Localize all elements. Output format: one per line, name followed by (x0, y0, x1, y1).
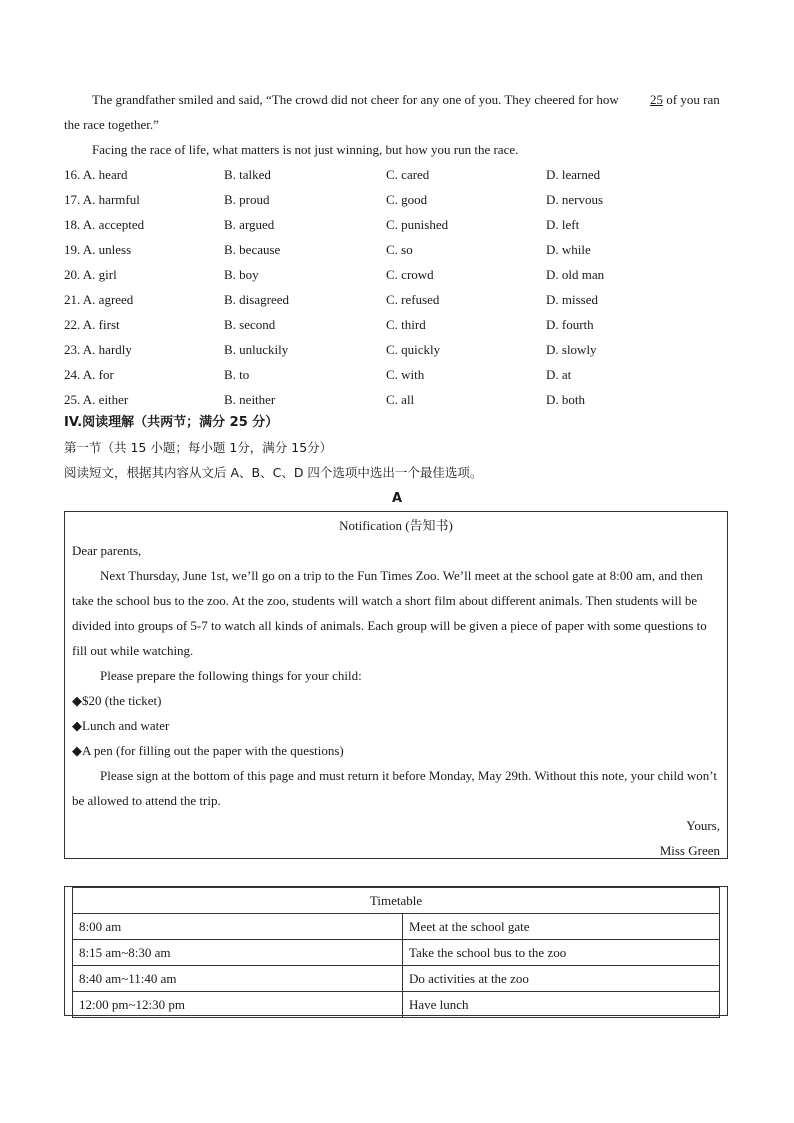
question-row (64, 387, 744, 412)
option-c: C. third (386, 317, 426, 332)
option-b: B. to (224, 367, 250, 382)
option-d: D. fourth (546, 317, 594, 332)
passage-paragraph-2: Facing the race of life, what matters is not just winning, but how you run the race. (92, 142, 519, 157)
option-c: C. all (386, 392, 415, 407)
notification-greeting: Dear parents, (72, 543, 142, 558)
section-subheading: 第一节（共 15 小题；每小题 1分，满分 15分） (64, 440, 333, 455)
section-instructions: 阅读短文，根据其内容从文后 A、B、C、D 四个选项中选出一个最佳选项。 (64, 465, 483, 480)
table-row (73, 966, 720, 992)
question-row (64, 237, 744, 262)
option-d: D. both (546, 392, 585, 407)
option-d: D. at (546, 367, 572, 382)
section-heading: IV.阅读理解（共两节；满分 25 分） (64, 415, 279, 430)
option-a: 22. A. first (64, 317, 120, 332)
option-d: D. while (546, 242, 591, 257)
option-b: B. boy (224, 267, 259, 282)
time-cell: 8:15 am~8:30 am (73, 940, 403, 966)
option-a: 23. A. hardly (64, 342, 132, 357)
option-a: 16. A. heard (64, 167, 128, 182)
question-row (64, 162, 744, 187)
option-c: C. crowd (386, 267, 434, 282)
bullet-item: ◆$20 (the ticket) (72, 693, 162, 708)
bullet-item: ◆A pen (for filling out the paper with the questions) (72, 743, 344, 758)
activity-cell: Meet at the school gate (403, 914, 720, 940)
question-options-list (64, 162, 744, 412)
timetable (72, 887, 720, 1018)
option-b: B. talked (224, 167, 271, 182)
question-row (64, 312, 744, 337)
notification-box (64, 511, 728, 859)
timetable-title: Timetable (73, 888, 720, 914)
option-d: D. missed (546, 292, 598, 307)
notification-body-1: Next Thursday, June 1st, we’ll go on a trip to the Fun Times Zoo. We’ll meet at the school gate at 8:00 am, and then take the school bus to the zoo. At the zoo, students will watch a short film about different animals. Then students will be divided into groups of 5-7 to watch all kinds of animals. Each group will be given a piece of paper with some questions to fill out while watching. (72, 568, 707, 658)
notification-title: Notification (告知书) (339, 518, 453, 533)
passage-paragraph-1 (64, 87, 730, 137)
option-c: C. so (386, 242, 413, 257)
option-b: B. argued (224, 217, 275, 232)
table-row (73, 940, 720, 966)
paragraph-text: The grandfather smiled and said, “The crowd did not cheer for any one of you. They cheered for how (92, 92, 619, 107)
question-row (64, 362, 744, 387)
option-c: C. good (386, 192, 428, 207)
option-b: B. second (224, 317, 276, 332)
question-row (64, 212, 744, 237)
notification-closing: Yours, (686, 818, 720, 833)
option-d: D. left (546, 217, 580, 232)
time-cell: 8:00 am (73, 914, 403, 940)
option-a: 19. A. unless (64, 242, 132, 257)
option-c: C. refused (386, 292, 440, 307)
option-b: B. unluckily (224, 342, 289, 357)
option-d: D. slowly (546, 342, 597, 357)
option-a: 18. A. accepted (64, 217, 145, 232)
notification-body-3: Please sign at the bottom of this page and must return it before Monday, May 29th. Without this note, your child won’t be allowed to attend the trip. (72, 768, 718, 808)
question-row (64, 337, 744, 362)
option-c: C. cared (386, 167, 430, 182)
option-d: D. nervous (546, 192, 604, 207)
option-a: 17. A. harmful (64, 192, 140, 207)
notification-body-2: Please prepare the following things for your child: (100, 668, 362, 683)
table-row (73, 992, 720, 1018)
passage-label: A (391, 491, 403, 506)
timetable-header-row (73, 888, 720, 914)
option-b: B. proud (224, 192, 270, 207)
option-d: D. old man (546, 267, 605, 282)
activity-cell: Do activities at the zoo (403, 966, 720, 992)
option-c: C. quickly (386, 342, 441, 357)
activity-cell: Take the school bus to the zoo (403, 940, 720, 966)
time-cell: 12:00 pm~12:30 pm (73, 992, 403, 1018)
option-b: B. disagreed (224, 292, 289, 307)
option-b: B. neither (224, 392, 276, 407)
option-a: 24. A. for (64, 367, 114, 382)
blank-25: 25 (650, 92, 664, 107)
question-row (64, 262, 744, 287)
option-b: B. because (224, 242, 281, 257)
notification-signature: Miss Green (659, 843, 720, 858)
table-row (73, 914, 720, 940)
bullet-item: ◆Lunch and water (72, 718, 170, 733)
question-row (64, 187, 744, 212)
option-a: 20. A. girl (64, 267, 117, 282)
option-c: C. with (386, 367, 425, 382)
option-a: 25. A. either (64, 392, 129, 407)
question-row (64, 287, 744, 312)
option-d: D. learned (546, 167, 601, 182)
option-a: 21. A. agreed (64, 292, 134, 307)
timetable-box (64, 886, 728, 1016)
time-cell: 8:40 am~11:40 am (73, 966, 403, 992)
option-c: C. punished (386, 217, 449, 232)
paragraph-text: of you ran the race together.” (64, 92, 720, 132)
activity-cell: Have lunch (403, 992, 720, 1018)
